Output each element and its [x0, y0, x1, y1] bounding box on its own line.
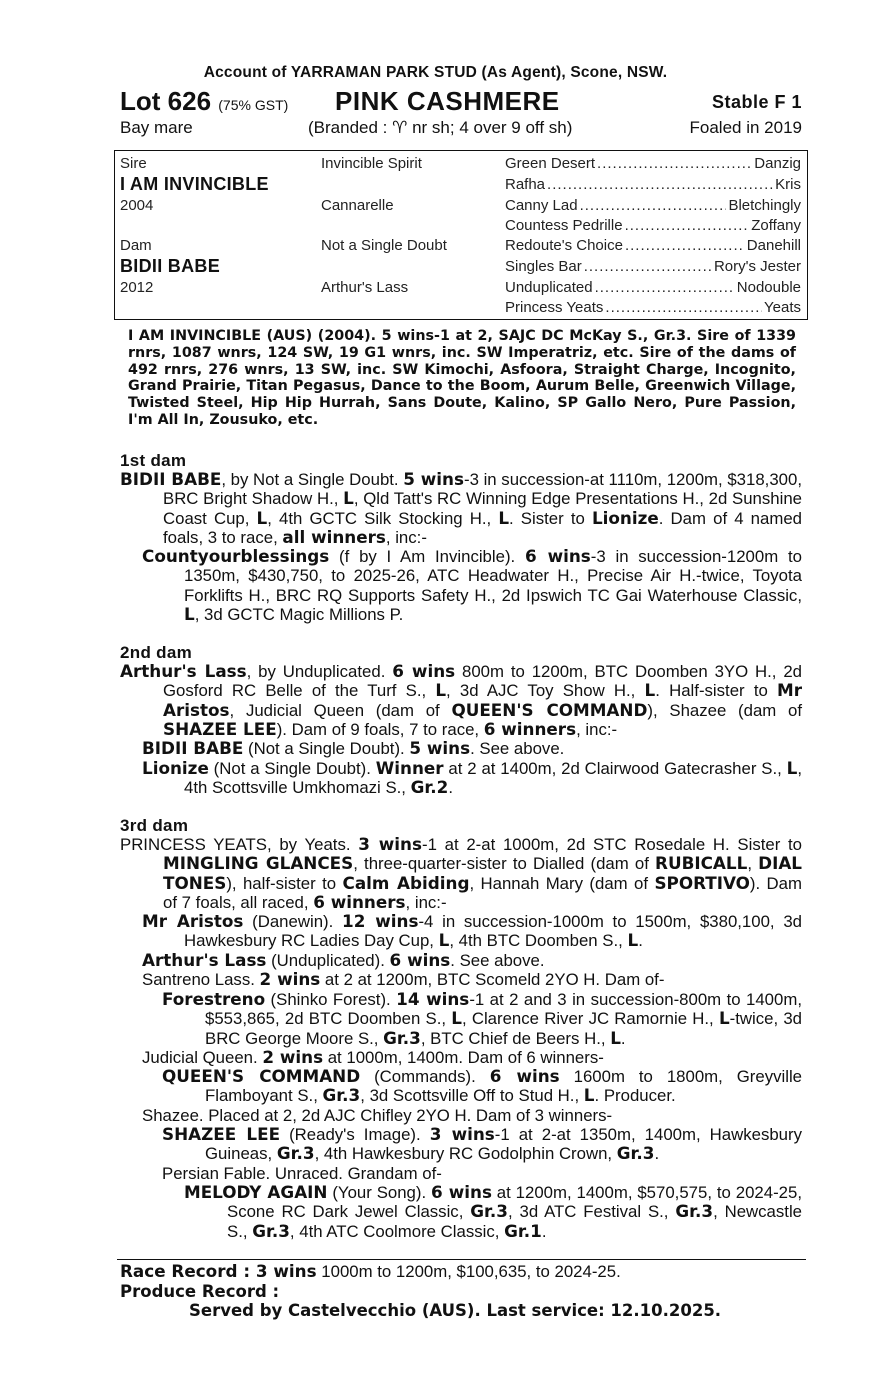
first-dam-foal [142, 547, 802, 625]
text: 800m to 1200m, BTC Doomben 3YO H., 2d Gosford RC Belle of the Turf S., [163, 662, 802, 701]
third-dam-foal [142, 951, 802, 970]
text: , inc:- [405, 893, 447, 913]
text: . [638, 931, 643, 951]
text: , by Not a Single Doubt. [221, 470, 404, 489]
stable-location: Stable F 1 [711, 92, 802, 112]
vendor-line: Account of YARRAMAN PARK STUD (As Agent), Scone, NSW. [203, 64, 668, 81]
first-dam-heading: 1st dam [120, 451, 187, 470]
second-dam-heading: 2nd dam [120, 643, 193, 662]
group-mark: Gr.3 [616, 1143, 655, 1164]
text: , by Unduplicated. [246, 662, 393, 681]
text: (Commands). [360, 1067, 490, 1086]
text: , 3d GCTC Magic Millions P. [194, 605, 404, 625]
wins: 6 wins [389, 950, 451, 970]
horse-name: PINK CASHMERE [335, 86, 560, 116]
group-mark: Gr.3 [383, 1027, 421, 1048]
wins: 14 wins [396, 989, 470, 1009]
pedigree-g1-sire-sire: Invincible Spirit [321, 155, 422, 172]
text: (Ready's Image). [280, 1125, 430, 1144]
sire-name: I AM INVINCIBLE [120, 174, 269, 194]
pedigree-table [114, 150, 808, 320]
wins: 3 wins [429, 1124, 495, 1144]
text: , Hannah Mary (dam of [469, 873, 655, 893]
listed-mark: L [184, 604, 195, 625]
wins: 6 wins [489, 1066, 560, 1086]
pedigree-g2-row [505, 258, 801, 275]
sibling-name: SHAZEE LEE [163, 719, 277, 740]
wins: 12 wins [342, 911, 419, 931]
text: . Producer. [594, 1086, 676, 1106]
text: , 4th GCTC Silk Stocking H., [267, 508, 499, 528]
g2-grandsire: Nodouble [736, 279, 801, 296]
text: . Half-sister to [655, 681, 778, 701]
text: (Not a Single Doubt). [208, 759, 376, 778]
lot-label: Lot 626 [120, 86, 212, 116]
leader-dots [597, 155, 752, 172]
g2-dam: Singles Bar [505, 258, 582, 275]
text: , three-quarter-sister to Dialled (dam of [353, 854, 656, 874]
text: at 2 at 1400m, 2d Clairwood Gatecrasher S., [443, 759, 787, 778]
listed-mark: L [583, 1085, 595, 1106]
text: . [448, 778, 454, 798]
third-dam-foal [142, 912, 802, 951]
text: , 3d AJC Toy Show H., [446, 681, 645, 701]
race-record-label: Race Record : [120, 1261, 256, 1281]
sibling-name: Lionize [591, 507, 659, 528]
sire-label: Sire [120, 155, 147, 172]
listed-mark: L [718, 1008, 730, 1029]
winners-count: 6 winners [313, 892, 406, 913]
wins: 2 wins [259, 969, 321, 989]
sibling-name: SPORTIVO [654, 872, 750, 893]
third-dam-foal [142, 1048, 802, 1067]
dam-label: Dam [120, 237, 152, 254]
text: , Newcastle S., [227, 1202, 802, 1241]
brand-suffix: nr sh; 4 over 9 off sh) [407, 118, 573, 137]
lot-header [120, 86, 802, 116]
g2-dam: Rafha [505, 176, 546, 193]
text: -1 at 2-at 1000m, 2d STC Rosedale H. Sister to [422, 835, 803, 854]
leader-dots [625, 217, 750, 234]
g2-sire: Unduplicated [505, 279, 593, 296]
group-mark: Gr.3 [252, 1220, 290, 1241]
listed-mark: L [644, 680, 656, 701]
text: , 4th BTC Doomben S., [449, 931, 628, 951]
g2-sire: Green Desert [505, 155, 596, 172]
produce-record: Produce Record : [120, 1282, 280, 1301]
pedigree-g2-row [505, 176, 801, 193]
g2-grandsire: Bletchingly [728, 197, 801, 214]
group-mark: Gr.3 [322, 1085, 361, 1106]
listed-mark: L [256, 507, 268, 528]
text: , Qld Tatt's RC Winning Edge Presentations H., 2d Sunshine Coast Cup, [163, 489, 802, 528]
text: (f by I Am Invincible). [329, 547, 525, 566]
third-dam-foal [142, 970, 802, 989]
wins: 3 wins [255, 1261, 317, 1281]
leader-dots [625, 237, 745, 254]
winners-count: all winners [282, 527, 386, 548]
listed-mark: L [610, 1027, 621, 1048]
text: -1 at 2 and 3 in succession-800m to 1400m, $553,865, 2d BTC Doomben S., [205, 990, 802, 1029]
sibling-name: QUEEN'S COMMAND [451, 699, 648, 720]
leader-dots [580, 197, 727, 214]
text: Shazee. Placed at 2, 2d AJC Chifley 2YO H. Dam of 3 winners- [142, 1106, 613, 1125]
leader-dots [595, 279, 735, 296]
group-mark: Gr.3 [675, 1201, 714, 1222]
foal-name: Countyourblessings [142, 546, 330, 566]
grand-foal [162, 1067, 802, 1106]
foal-name: Forestreno [162, 989, 266, 1009]
text: 1000m to 1200m, $100,635, to 2024-25. [316, 1262, 621, 1281]
listed-mark: L [438, 930, 450, 951]
wins: 5 wins [403, 469, 464, 489]
pedigree-g2-row [505, 299, 801, 316]
wins: 3 wins [358, 834, 422, 854]
group-mark: Gr.1 [504, 1220, 542, 1241]
listed-mark: L [627, 930, 639, 951]
g2-sire: Redoute's Choice [505, 237, 623, 254]
text: Judicial Queen. [142, 1048, 263, 1067]
second-dam-foal [142, 759, 802, 798]
pedigree-g2-row [505, 237, 801, 254]
dam-name: BIDII BABE [120, 256, 221, 276]
text: , Clarence River JC Ramornie H., [461, 1009, 719, 1029]
pedigree-g2-row [505, 279, 801, 296]
text: Santreno Lass. [142, 970, 260, 989]
group-mark: Gr.3 [276, 1143, 315, 1164]
wins: 2 wins [262, 1047, 324, 1067]
sibling-name: Mr Aristos [163, 680, 802, 720]
pedigree-g1-dam-dam: Arthur's Lass [321, 279, 409, 296]
horse-details [120, 118, 802, 140]
pedigree-g2-row [505, 217, 801, 234]
text: 1600m to 1800m, Greyville Flamboyant S., [205, 1067, 803, 1106]
group-mark: Gr.2 [410, 777, 449, 798]
wins: Winner [375, 758, 444, 778]
second-dam-foal [142, 739, 802, 758]
g2-grandsire: Yeats [764, 299, 801, 316]
text: ), half-sister to [226, 873, 343, 893]
text: , inc:- [385, 528, 427, 548]
text: at 1200m, 1400m, $570,575, to 2024-25, Scone RC Dark Jewel Classic, [227, 1183, 802, 1222]
text: (Your Song). [327, 1183, 432, 1202]
text: , Judicial Queen (dam of [229, 700, 452, 720]
grand-foal [162, 1164, 802, 1183]
leader-dots [547, 176, 773, 193]
text: . See above. [450, 951, 545, 970]
text: (Unduplicated). [266, 951, 390, 970]
foaled-year: Foaled in 2019 [689, 118, 802, 137]
text: -twice, 3d BRC George Moore S., [205, 1009, 803, 1048]
wins: 5 wins [409, 738, 471, 758]
listed-mark: L [451, 1008, 462, 1029]
text: , 4th Hawkesbury RC Godolphin Crown, [314, 1144, 617, 1164]
listed-mark: L [343, 488, 354, 509]
text: Persian Fable. Unraced. Grandam of- [162, 1164, 442, 1183]
g2-grandsire: Danehill [746, 237, 801, 254]
foal-name: Mr Aristos [142, 911, 244, 931]
sibling-name: RUBICALL [655, 853, 748, 874]
leader-dots [584, 258, 712, 275]
brand-mark-icon: ♈ [392, 118, 408, 137]
sire-summary: I AM INVINCIBLE (AUS) (2004). 5 wins-1 at 2, SAJC DC McKay S., Gr.3. Sire of 1339 rnrs, 1087 wnrs, 124 SW, 19 G1 wnrs, inc. SW Imperatriz, etc. Sire of the dams of 492 rnrs, 276 wnrs, 13 SW, inc. SW Kimochi, Asfoora, Straight Charge, Incognito, Grand Prairie, Titan Pegasus, Dance to the Boom, Aurum Belle, Greenwich Village, Twisted Steel, Hip Hip Hurrah, Sans Doute, Kalino, SP Gallo Nero, Pure Passion, I'm All In, Zousuko, etc. [128, 328, 796, 428]
group-mark: Gr.3 [470, 1201, 508, 1222]
sibling-name: DIAL TONES [163, 853, 802, 893]
text: ). Dam of 9 foals, 7 to race, [276, 720, 484, 740]
foal-name: Arthur's Lass [142, 950, 267, 970]
text: . [620, 1028, 626, 1048]
text: -1 at 2-at 1350m, 1400m, Hawkesbury Guineas, [205, 1125, 802, 1164]
text: (Danewin). [243, 912, 343, 931]
dam-year: 2012 [120, 279, 154, 296]
text: , 4th ATC Coolmore Classic, [289, 1221, 505, 1241]
foal-name: SHAZEE LEE [162, 1124, 281, 1144]
wins: 6 wins [524, 546, 591, 566]
pedigree-g2-row [505, 197, 801, 214]
foal-name: QUEEN'S COMMAND [162, 1066, 361, 1086]
third-dam-heading: 3rd dam [120, 816, 189, 835]
pedigree-g1-sire-dam: Cannarelle [321, 197, 394, 214]
brand-prefix: (Branded : [308, 118, 393, 137]
wins: 6 wins [431, 1182, 492, 1202]
pedigree-g1-dam-sire: Not a Single Doubt [321, 237, 447, 254]
first-dam-entry [120, 470, 802, 548]
text: PRINCESS YEATS, by Yeats. [120, 835, 359, 854]
grand-foal [162, 1125, 802, 1164]
listed-mark: L [498, 507, 510, 528]
text: , [747, 854, 759, 874]
sex-colour: Bay mare [120, 118, 193, 137]
service-status: Served by Castelvecchio (AUS). Last service: 12.10.2025. [189, 1301, 722, 1320]
text: . [541, 1221, 547, 1241]
g2-grandsire: Zoffany [751, 217, 801, 234]
leader-dots [605, 299, 762, 316]
lot-number [120, 86, 288, 117]
wins: 6 wins [392, 661, 456, 681]
text: -3 in succession-1200m to 1350m, $430,750, to 2025-26, ATC Headwater H., Precise Air H.-twice, Toyota Forklifts H., BRC RQ Supports Safety H., 2d Ipswich TC Gai Waterhouse Classic, [184, 547, 802, 605]
text: . Sister to [509, 508, 592, 528]
text: , 3d Scottsville Off to Stud H., [360, 1086, 584, 1106]
listed-mark: L [786, 758, 798, 778]
text: at 2 at 1200m, BTC Scomeld 2YO H. Dam of- [320, 970, 665, 989]
foal-name: Lionize [142, 758, 209, 778]
text: , 4th Scottsville Umkhomazi S., [184, 759, 802, 798]
grand-foal [162, 990, 802, 1048]
g2-dam: Countess Pedrille [505, 217, 623, 234]
listed-mark: L [435, 680, 447, 701]
text: , BTC Chief de Beers H., [420, 1028, 611, 1048]
foal-name: BIDII BABE [142, 738, 244, 758]
g2-grandsire: Kris [775, 176, 801, 193]
gst-note: (75% GST) [218, 97, 289, 113]
text: (Not a Single Doubt). [243, 739, 410, 758]
text: -4 in succession-1000m to 1500m, $380,100, 3d Hawkesbury RC Ladies Day Cup, [184, 912, 802, 951]
sire-year: 2004 [120, 197, 154, 214]
dam-name: BIDII BABE [120, 469, 222, 489]
g2-grandsire: Danzig [754, 155, 801, 172]
third-dam-entry [120, 835, 802, 913]
footer-divider [117, 1259, 806, 1260]
text: ). Dam of 7 foals, all raced, [163, 873, 802, 913]
text: , 3d ATC Festival S., [507, 1202, 676, 1222]
winners-count: 6 winners [483, 719, 577, 740]
sibling-name: Calm Abiding [342, 872, 470, 893]
race-record [120, 1262, 621, 1281]
text: , inc:- [576, 720, 618, 740]
dam-name: Arthur's Lass [120, 661, 247, 681]
text: ), Shazee (dam of [647, 700, 802, 720]
text: . See above. [470, 739, 565, 758]
g2-grandsire: Rory's Jester [713, 258, 801, 275]
brand-info [308, 118, 572, 138]
text: -3 in succession-at 1110m, 1200m, $318,300, BRC Bright Shadow H., [163, 470, 803, 509]
text: (Shinko Forest). [265, 990, 397, 1009]
third-dam-foal [142, 1106, 802, 1125]
pedigree-g2-row [505, 155, 801, 172]
great-grand-foal [184, 1183, 802, 1241]
sibling-name: MINGLING GLANCES [163, 853, 354, 874]
second-dam-entry [120, 662, 802, 740]
g2-sire: Canny Lad [505, 197, 578, 214]
g2-dam: Princess Yeats [505, 299, 604, 316]
text: at 1000m, 1400m. Dam of 6 winners- [323, 1048, 604, 1067]
text: . Dam of 4 named foals, 3 to race, [163, 508, 802, 548]
text: . [654, 1144, 660, 1164]
foal-name: MELODY AGAIN [184, 1182, 328, 1202]
